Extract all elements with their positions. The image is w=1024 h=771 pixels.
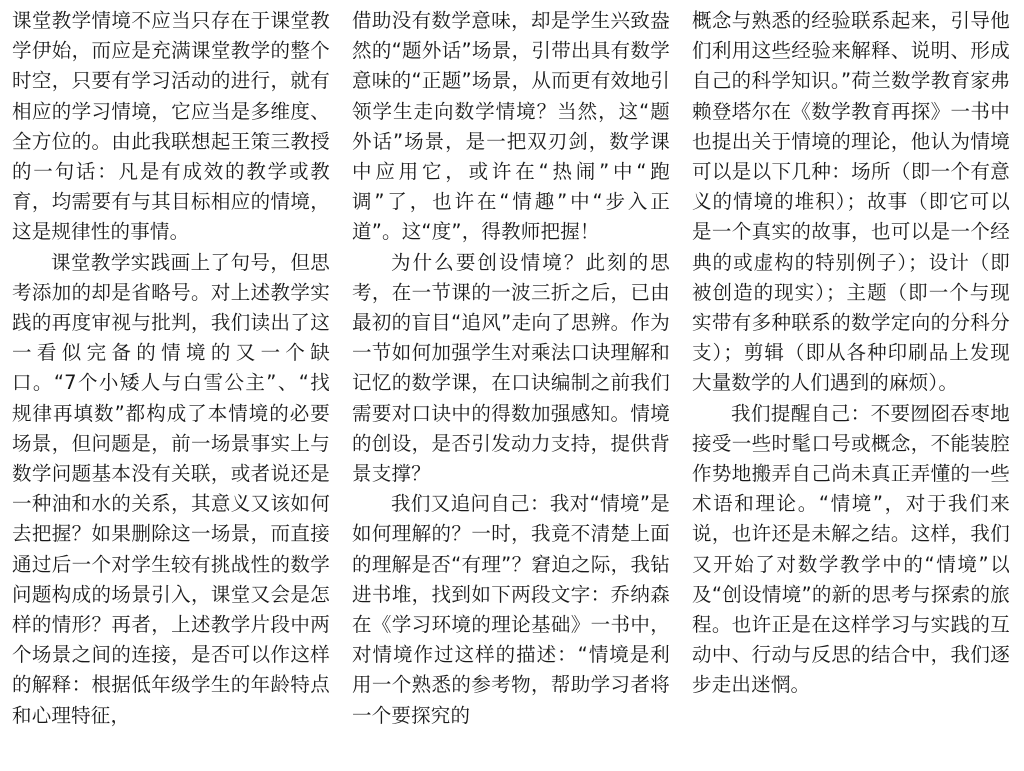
article-column-2 xyxy=(352,6,670,731)
article-column-1 xyxy=(12,6,330,731)
paragraph: 概念与熟悉的经验联系起来，引导他们利用这些经验来解释、说明、形成自己的科学知识。”荷兰数学教育家弗赖登塔尔在《数学教育再探》一书中也提出关于情境的理论，他认为情境可以是以下几种：场所（即一个有意义的情境的堆积）；故事（即它可以是一个真实的故事，也可以是一个经典的或虚构的特别例子）；设计（即被创造的现实）；主题（即一个与现实带有多种联系的数学定向的分科分支）；剪辑（即从各种印刷品上发现大量数学的人们遇到的麻烦）。 xyxy=(692,9,1010,395)
paragraph: 为什么要创设情境？此刻的思考，在一节课的一波三折之后，已由最初的盲目“追风”走向了思辨。作为一节如何加强学生对乘法口诀理解和记忆的数学课，在口诀编制之前我们需要对口诀中的得数加强感知。情境的创设，是否引发动力支持，提供背景支撑？ xyxy=(352,250,670,486)
paragraph: 课堂教学实践画上了句号，但思考添加的却是省略号。对上述教学实践的再度审视与批判，我们读出了这一看似完备的情境的又一个缺口。“7个小矮人与白雪公主”、“找规律再填数”都构成了本情境的必要场景，但问题是，前一场景事实上与数学问题基本没有关联，或者说还是一种油和水的关系，其意义又该如何去把握？如果删除这一场景，而直接通过后一个对学生较有挑战性的数学问题构成的场景引入，课堂又会是怎样的情形？再者，上述教学片段中两个场景之间的连接，是否可以作这样的解释：根据低年级学生的年龄特点和心理特征， xyxy=(12,250,330,727)
paragraph: 借助没有数学意味，却是学生兴致盎然的“题外话”场景，引带出具有数学意味的“正题”场景，从而更有效地引领学生走向数学情境？当然，这“题外话”场景，是一把双刃剑，数学课中应用它，或许在“热闹”中“跑调”了，也许在“情趣”中“步入正道”。这“度”，得教师把握！ xyxy=(352,9,670,244)
paragraph: 我们又追问自己：我对“情境”是如何理解的？一时，我竟不清楚上面的理解是否“有理”？窘迫之际，我钻进书堆，找到如下两段文字：乔纳森在《学习环境的理论基础》一书中，对情境作过这样的描述：“情境是利用一个熟悉的参考物，帮助学习者将一个要探究的 xyxy=(352,492,670,727)
paragraph: 我们提醒自己：不要囫囵吞枣地接受一些时髦口号或概念，不能装腔作势地搬弄自己尚未真正弄懂的一些术语和理论。“情境”，对于我们来说，也许还是未解之结。这样，我们又开始了对数学教学中的“情境”以及“创设情境”的新的思考与探索的旅程。也许正是在这样学习与实践的互动中、行动与反思的结合中，我们逐步走出迷惘。 xyxy=(692,401,1010,697)
article-column-3 xyxy=(692,6,1010,701)
paragraph: 课堂教学情境不应当只存在于课堂教学伊始，而应是充满课堂教学的整个时空，只要有学习活动的进行，就有相应的学习情境，它应当是多维度、全方位的。由此我联想起王策三教授的一句话：凡是有成效的教学或教育，均需要有与其目标相应的情境，这是规律性的事情。 xyxy=(12,9,330,244)
